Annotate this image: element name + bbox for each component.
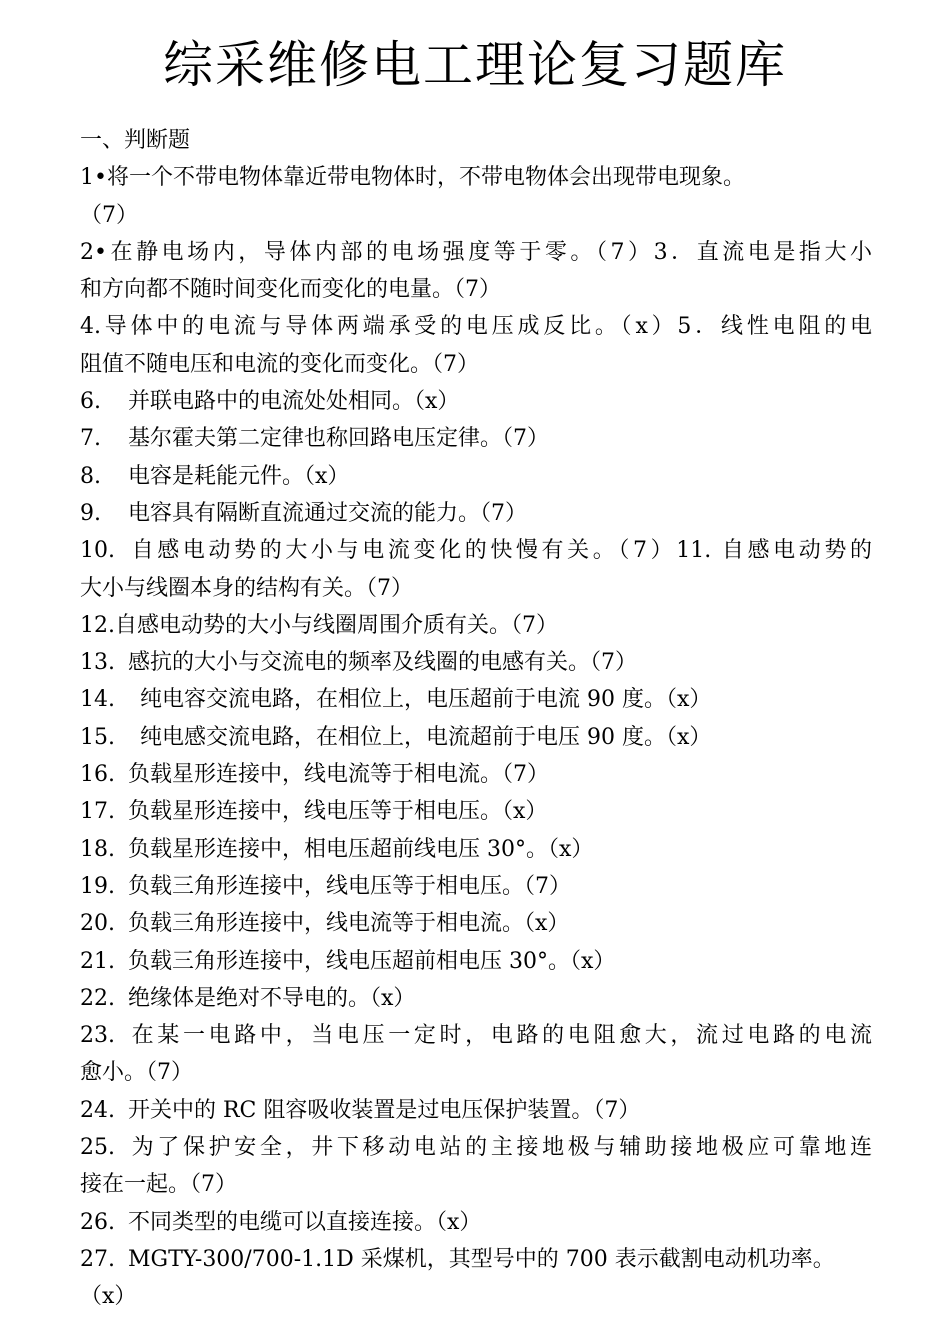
question-line — [80, 980, 872, 1017]
question-line — [80, 420, 872, 457]
question-text: （7） — [80, 202, 138, 228]
question-text: 负载星形连接中，线电压等于相电压。（x） — [128, 799, 548, 825]
question-text: 负载星形连接中，相电压超前线电压 30°。（x） — [128, 836, 594, 862]
question-line — [80, 458, 872, 495]
question-line — [80, 756, 872, 793]
question-number: 21. — [80, 948, 115, 974]
question-line — [80, 793, 872, 830]
question-number: 2• — [80, 239, 107, 265]
question-line — [80, 607, 872, 644]
question-line — [80, 346, 872, 383]
question-text: 接在一起。（7） — [80, 1172, 237, 1198]
question-line — [80, 383, 872, 420]
question-number: 7. — [80, 426, 101, 452]
question-line — [80, 1278, 872, 1315]
question-text: 将一个不带电物体靠近带电物体时，不带电物体会出现带电现象。 — [106, 165, 745, 191]
question-number: 4. — [80, 314, 101, 340]
question-line — [80, 308, 872, 345]
question-text: 基尔霍夫第二定律也称回路电压定律。（7） — [128, 426, 549, 452]
question-text: （x） — [80, 1284, 137, 1310]
question-number: 26. — [80, 1209, 115, 1235]
question-number: 25. — [80, 1135, 115, 1161]
question-number: 9. — [80, 500, 101, 526]
question-text: 负载三角形连接中，线电压超前相电压 30°。（x） — [128, 948, 616, 974]
question-line — [80, 1241, 872, 1278]
question-text: 和方向都不随时间变化而变化的电量。（7） — [80, 277, 501, 303]
question-line — [80, 271, 872, 308]
question-text: 负载星形连接中，线电流等于相电流。（7） — [128, 762, 549, 788]
question-number: 19. — [80, 873, 115, 899]
question-text: 在静电场内，导体内部的电场强度等于零。（7）3．直流电是指大小 — [106, 239, 872, 265]
question-number: 12. — [80, 612, 115, 638]
question-number: 18. — [80, 836, 115, 862]
question-number: 1• — [80, 165, 107, 191]
question-text: 导体中的电流与导体两端承受的电压成反比。（x）5．线性电阻的电 — [101, 314, 872, 340]
question-line — [80, 234, 872, 271]
question-line — [80, 681, 872, 718]
question-line — [80, 644, 872, 681]
document-title: 综采维修电工理论复习题库 — [163, 36, 787, 94]
question-text: 在某一电路中，当电压一定时，电路的电阻愈大，流过电路的电流 — [128, 1023, 872, 1049]
question-number: 17. — [80, 799, 115, 825]
question-text: 纯电感交流电路，在相位上，电流超前于电压 90 度。（x） — [140, 724, 712, 750]
question-number: 23. — [80, 1023, 115, 1049]
question-text: 负载三角形连接中，线电压等于相电压。（7） — [128, 873, 571, 899]
question-text: 大小与线圈本身的结构有关。（7） — [80, 575, 413, 601]
question-text: 感抗的大小与交流电的频率及线圈的电感有关。（7） — [128, 650, 637, 676]
question-text: 绝缘体是绝对不导电的。（x） — [128, 985, 416, 1011]
question-line — [80, 905, 872, 942]
question-line — [80, 1129, 872, 1166]
question-line — [80, 868, 872, 905]
question-number: 13. — [80, 650, 115, 676]
question-number: 14. — [80, 687, 115, 713]
question-text: 自感电动势的大小与电流变化的快慢有关。（7）11. 自感电动势的 — [128, 538, 872, 564]
question-text: 开关中的 RC 阻容吸收装置是过电压保护装置。（7） — [128, 1097, 641, 1123]
section-heading: 一、判断题 — [80, 128, 191, 153]
question-text: 阻值不随电压和电流的变化而变化。（7） — [80, 351, 479, 377]
question-text: 自感电动势的大小与线圈周围介质有关。（7） — [115, 612, 558, 638]
question-line — [80, 831, 872, 868]
question-number: 10. — [80, 538, 115, 564]
question-line — [80, 532, 872, 569]
question-line — [80, 719, 872, 756]
question-number: 16. — [80, 762, 115, 788]
question-number: 27. — [80, 1246, 115, 1272]
question-line — [80, 1054, 872, 1091]
question-number: 15. — [80, 724, 115, 750]
question-text: 并联电路中的电流处处相同。（x） — [128, 389, 460, 415]
question-number: 6. — [80, 389, 101, 415]
question-number: 8. — [80, 463, 101, 489]
question-text: 电容是耗能元件。（x） — [128, 463, 350, 489]
question-text: 纯电容交流电路，在相位上，电压超前于电流 90 度。（x） — [140, 687, 712, 713]
question-line — [80, 159, 872, 196]
question-number: 24. — [80, 1097, 115, 1123]
question-text: 负载三角形连接中，线电流等于相电流。（x） — [128, 911, 570, 937]
question-line — [80, 1092, 872, 1129]
question-number: 22. — [80, 985, 115, 1011]
question-number: 20. — [80, 911, 115, 937]
question-text: 愈小。（7） — [80, 1060, 193, 1086]
question-line — [80, 1204, 872, 1241]
question-text: 电容具有隔断直流通过交流的能力。（7） — [128, 500, 527, 526]
question-list — [80, 122, 872, 1316]
question-line — [80, 943, 872, 980]
question-line — [80, 570, 872, 607]
question-text: MGTY-300/700-1.1D 采煤机，其型号中的 700 表示截割电动机功率。 — [128, 1246, 835, 1272]
question-text: 为了保护安全，井下移动电站的主接地极与辅助接地极应可靠地连 — [128, 1135, 872, 1161]
question-line — [80, 1017, 872, 1054]
question-text: 不同类型的电缆可以直接连接。（x） — [128, 1209, 482, 1235]
question-line — [80, 1166, 872, 1203]
question-line — [80, 495, 872, 532]
question-line — [80, 197, 872, 234]
